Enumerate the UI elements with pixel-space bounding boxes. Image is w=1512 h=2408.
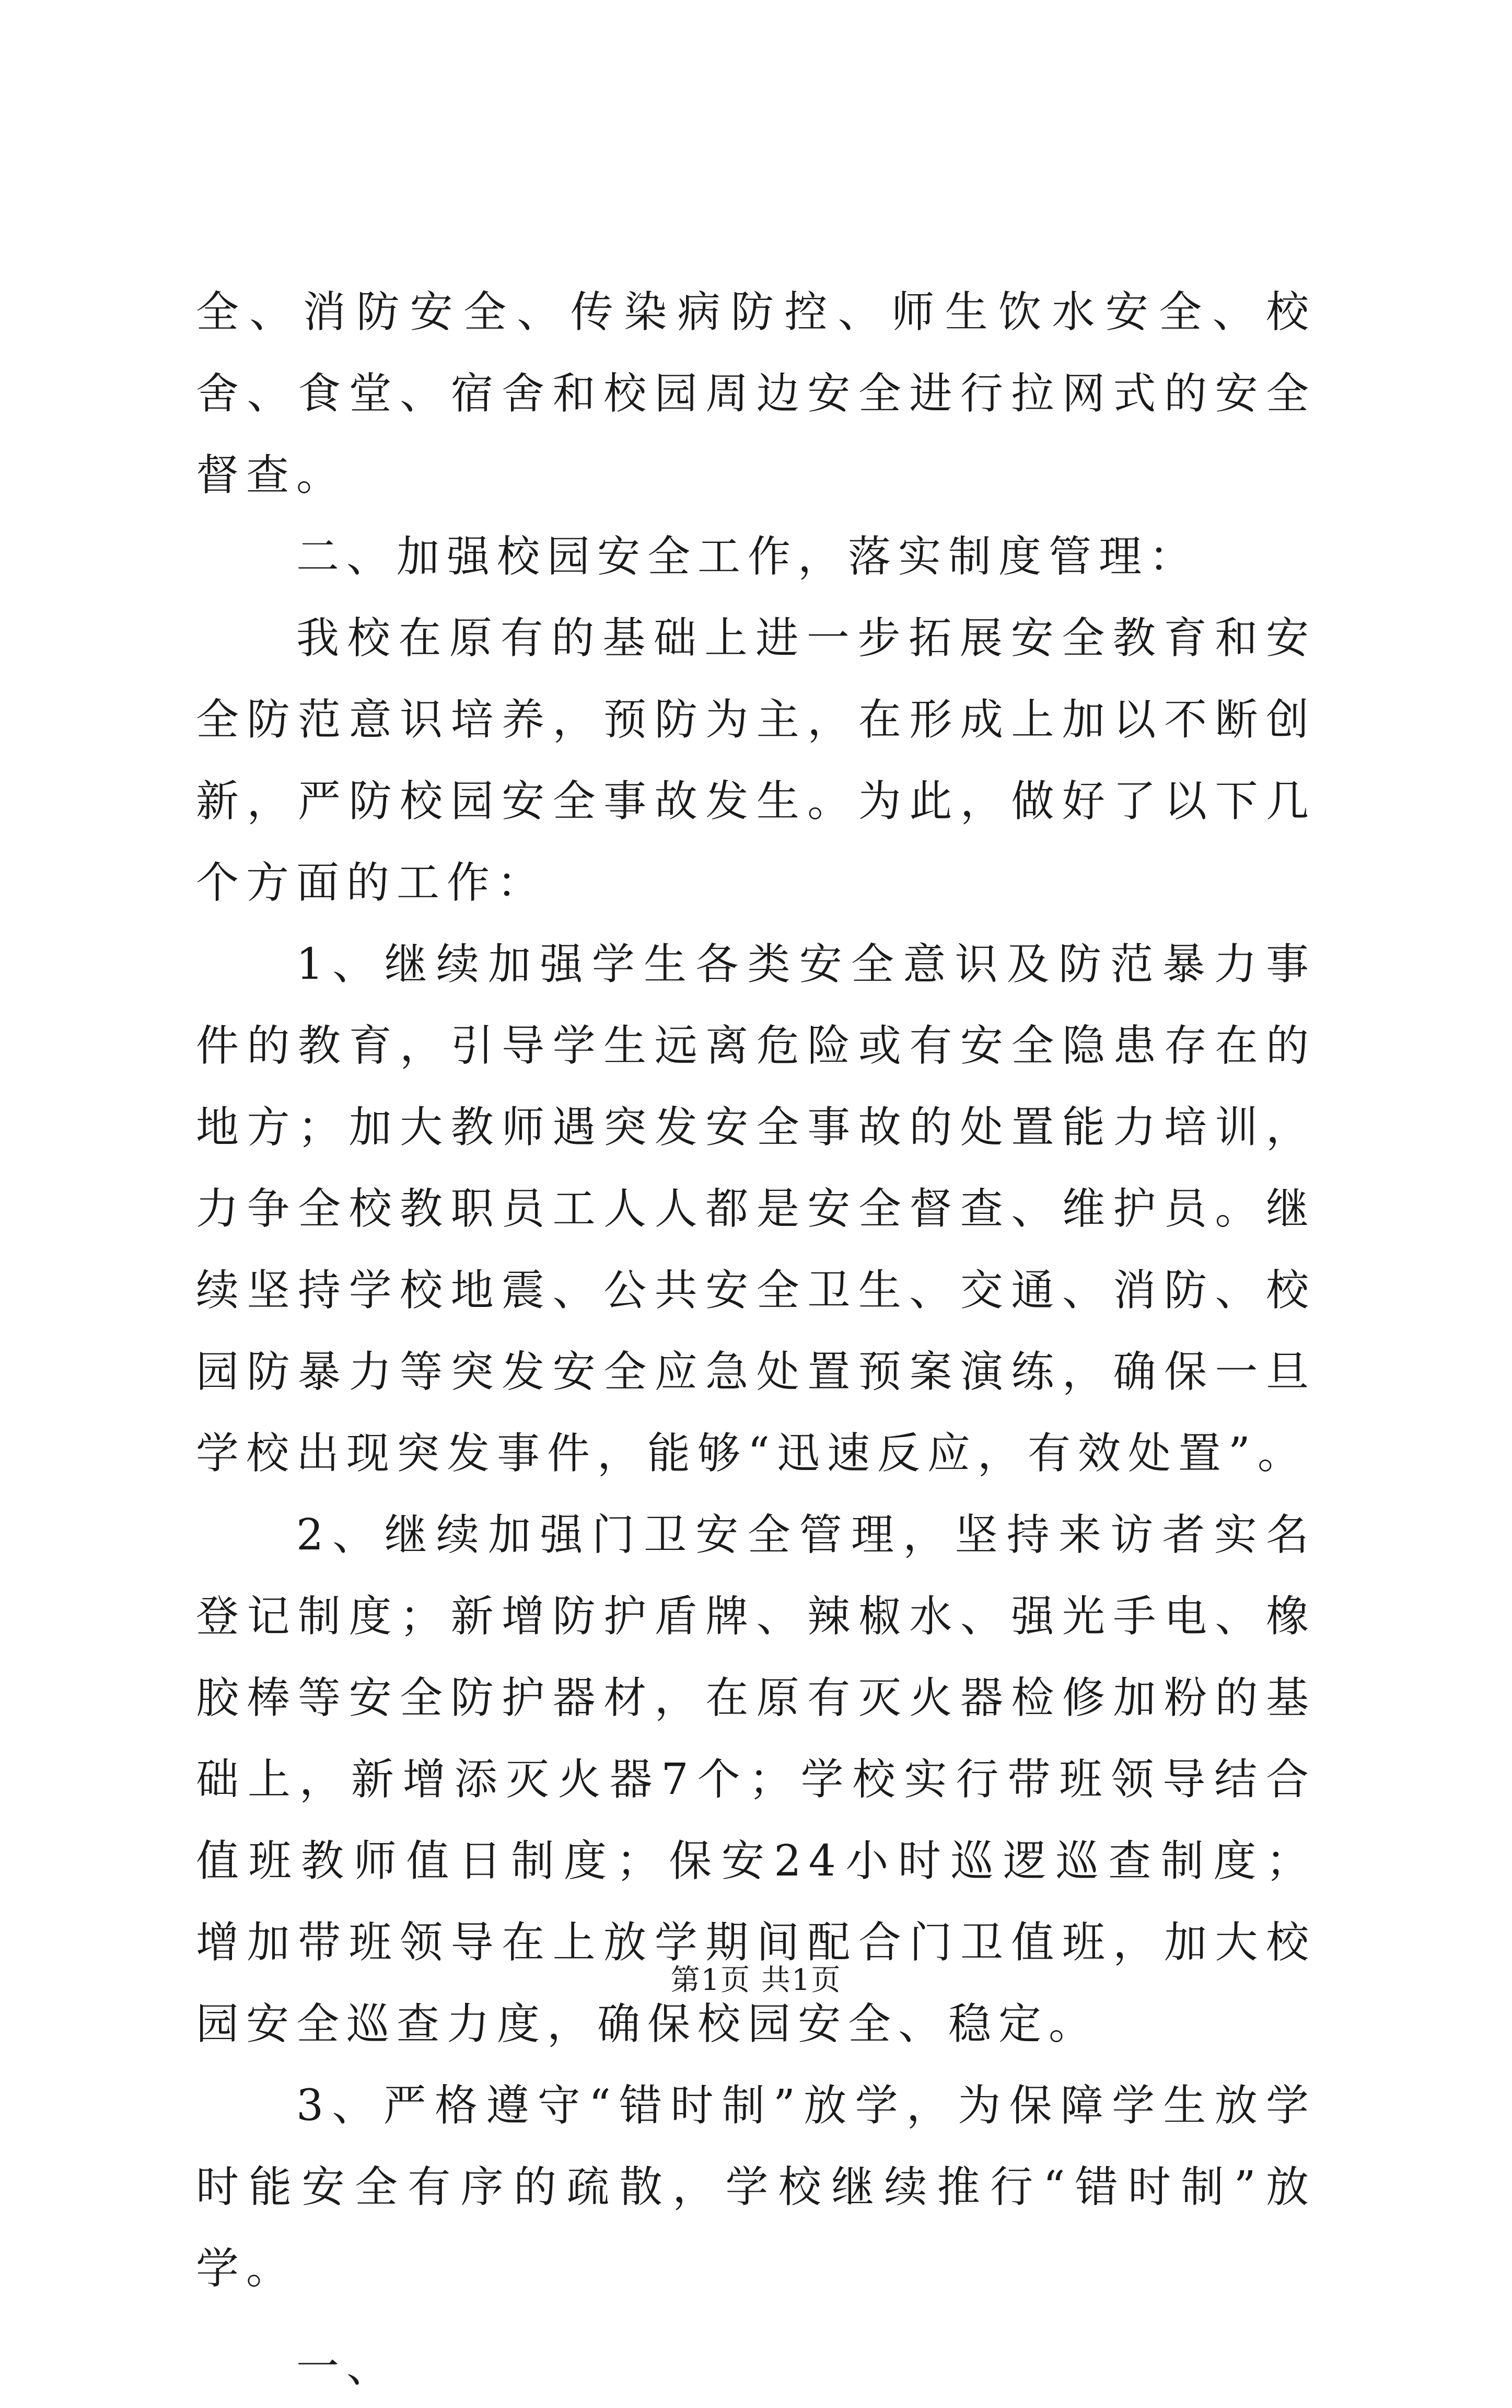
paragraph-item-2: 2、继续加强门卫安全管理，坚持来访者实名登记制度；新增防护盾牌、辣椒水、强光手电、橡胶棒等安全防护器材，在原有灭火器检修加粉的基础上，新增添灭火器7个；学校实行带班领导结合值班教师值日制度；保安24小时巡逻巡查制度；增加带班领导在上放学期间配合门卫值班，加大校园安全巡查力度，确保校园安全、稳定。 bbox=[196, 1510, 1316, 2049]
paragraph-intro: 我校在原有的基础上进一步拓展安全教育和安全防范意识培养，预防为主，在形成上加以不断创新，严防校园安全事故发生。为此，做好了以下几个方面的工作： bbox=[196, 613, 1316, 908]
page-number-footer: 第1页 共1页 bbox=[670, 1963, 842, 1997]
paragraph-item-1: 1、继续加强学生各类安全意识及防范暴力事件的教育，引导学生远离危险或有安全隐患存在的地方；加大教师遇突发安全事故的处置能力培训，力争全校教职员工人人都是安全督查、维护员。继续坚持学校地震、公共安全卫生、交通、消防、校园防暴力等突发安全应急处置预案演练，确保一旦学校出现突发事件，能够“迅速反应，有效处置”。 bbox=[196, 940, 1316, 1478]
paragraph-item-3: 3、严格遵守“错时制”放学，为保障学生放学时能安全有序的疏散，学校继续推行“错时制”放学。 bbox=[196, 2081, 1316, 2294]
section-heading-2: 二、加强校园安全工作，落实制度管理： bbox=[296, 532, 1200, 582]
paragraph-continuation: 全、消防安全、传染病防控、师生饮水安全、校舍、食堂、宿舍和校园周边安全进行拉网式的安全督查。 bbox=[196, 287, 1316, 500]
section-heading-fragment: 一、 bbox=[296, 2342, 397, 2392]
document-body bbox=[196, 272, 1316, 2408]
